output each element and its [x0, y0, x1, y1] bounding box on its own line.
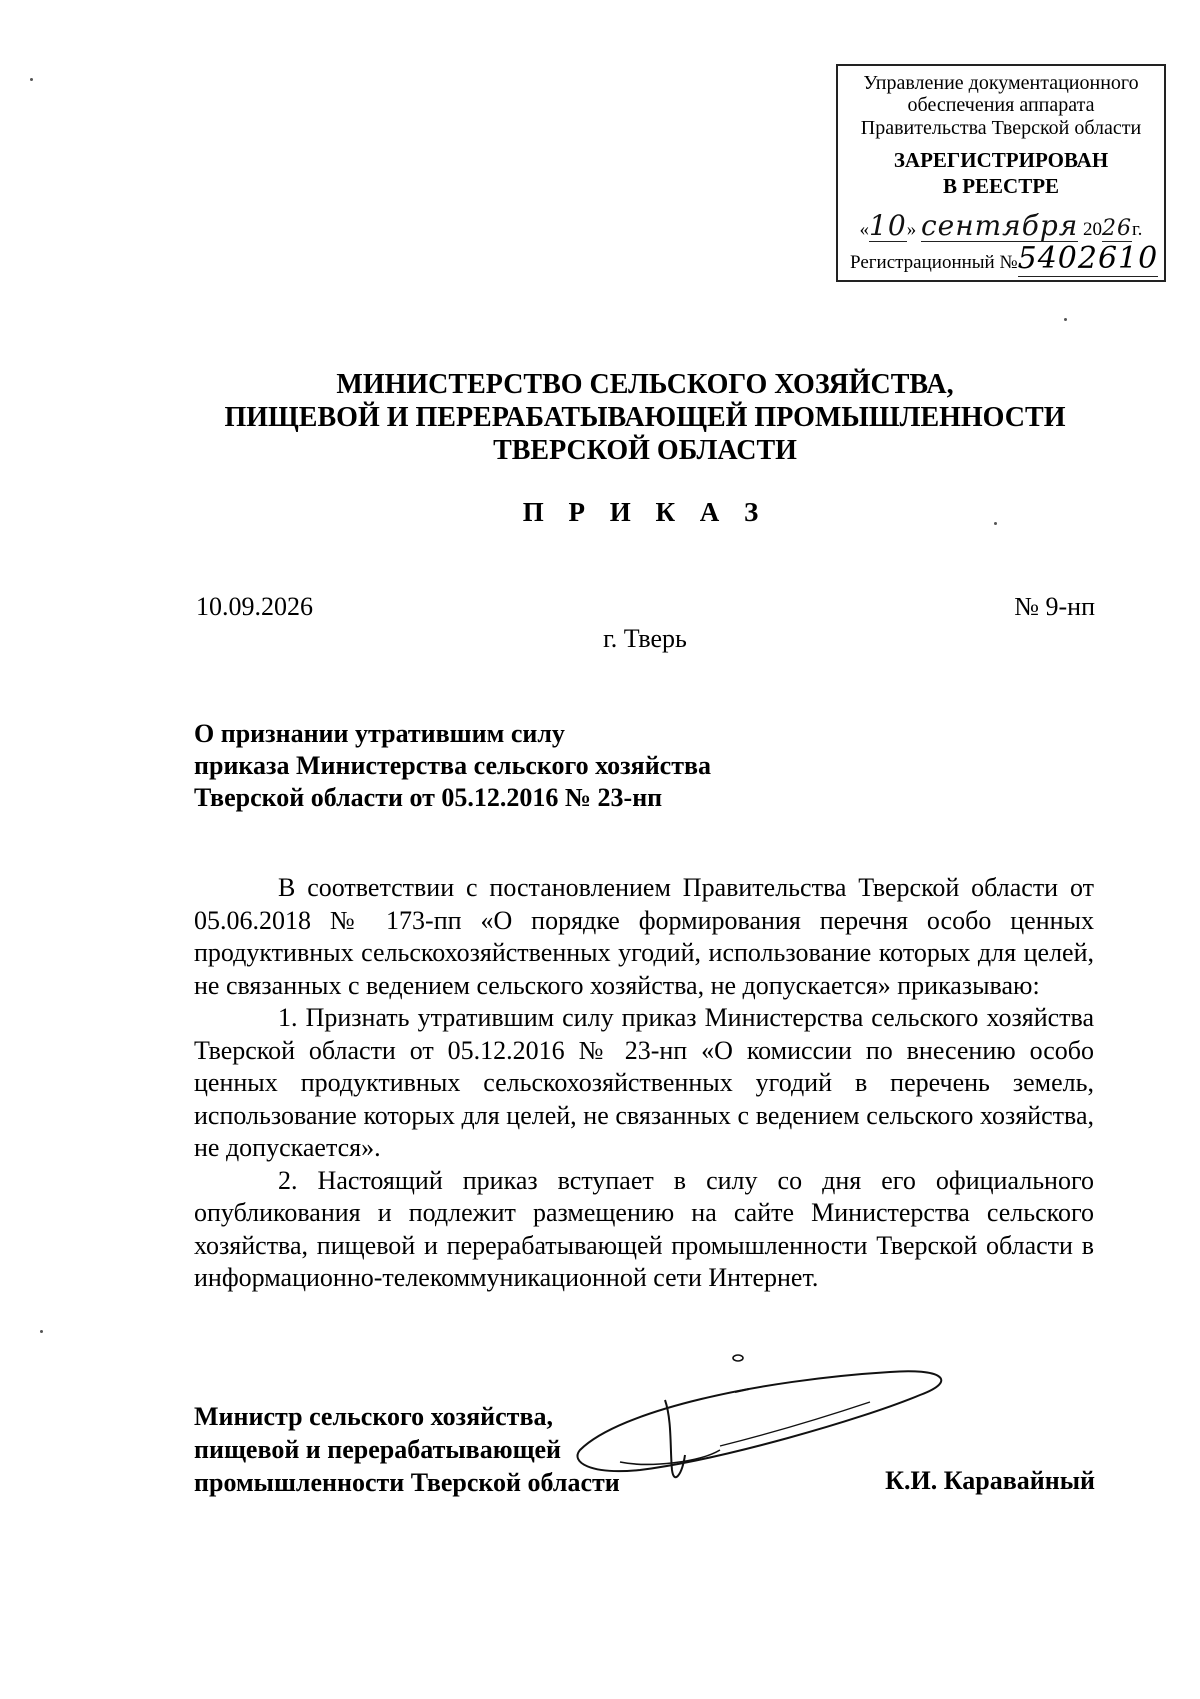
subject-line: Тверской области от 05.12.2016 № 23-нп: [194, 783, 663, 812]
document-subject: [194, 718, 711, 814]
stamp-date: «10» сентября 2026г.: [859, 208, 1143, 242]
stamp-dept-line: Правительства Тверской области: [860, 116, 1142, 139]
stamp-year-prefix: 20: [1083, 218, 1103, 240]
scan-speck: [994, 522, 997, 525]
stamp-regno-label: Регистрационный №: [850, 251, 1018, 273]
scan-speck: [1064, 318, 1067, 321]
stamp-year-suffix: 26: [1102, 215, 1133, 241]
stamp-regno: [838, 242, 1164, 276]
body-paragraph-item-1: 1. Признать утратившим силу приказ Министерства сельского хозяйства Тверской области от 05.12.2016 № 23-нп «О комиссии по внесению особо ценных продуктивных сельскохозяйственных угодий в перечень земель, использование которых для целей, не связанных с ведением сельского хозяйства, не допускается».: [194, 1003, 1094, 1162]
scan-speck: [40, 1330, 43, 1333]
body-paragraph-preamble: В соответствии с постановлением Правительства Тверской области от 05.06.2018 № 173-пп «О порядке формирования перечня особо ценных продуктивных сельскохозяйственных угодий, использование которых для целей, не связанных с ведением сельского хозяйства, не допускается» приказываю:: [194, 873, 1094, 1000]
stamp-dept-line: Управление документационного: [863, 72, 1139, 94]
header-line: ТВЕРСКОЙ ОБЛАСТИ: [493, 435, 797, 466]
stamp-dept-line: обеспечения аппарата: [907, 94, 1095, 117]
stamp-registered-line: В РЕЕСТРЕ: [942, 174, 1060, 199]
signer-line: пищевой и перерабатывающей: [194, 1435, 562, 1464]
document-city: г. Тверь: [603, 624, 687, 653]
signer-title: [194, 1400, 620, 1499]
header-line: ПИЩЕВОЙ И ПЕРЕРАБАТЫВАЮЩЕЙ ПРОМЫШЛЕННОСТИ: [224, 402, 1066, 433]
body-paragraph-item-2: 2. Настоящий приказ вступает в силу со дня его официального опубликования и подлежит размещению на сайте Министерства сельского хозяйства, пищевой и перерабатывающей промышленности Тверской области в информационно-телекоммуникационной сети Интернет.: [194, 1165, 1094, 1292]
stamp-day: 10: [869, 208, 907, 242]
subject-line: О признании утратившим силу: [194, 719, 565, 748]
registration-stamp: [836, 64, 1166, 282]
handwritten-signature: [560, 1350, 980, 1500]
signer-name: К.И. Каравайный: [885, 1466, 1095, 1495]
subject-line: приказа Министерства сельского хозяйства: [194, 751, 712, 780]
document-title: П Р И К А З: [522, 497, 768, 527]
ministry-header: [0, 368, 1200, 467]
signer-line: Министр сельского хозяйства,: [194, 1402, 553, 1431]
stamp-registered: [838, 147, 1164, 200]
signer-line: промышленности Тверской области: [194, 1468, 620, 1497]
stamp-registered-line: ЗАРЕГИСТРИРОВАН: [893, 148, 1109, 173]
document-date: 10.09.2026: [196, 592, 313, 621]
document-body: [194, 872, 1094, 1295]
document-number: № 9-нп: [1014, 592, 1095, 621]
header-line: МИНИСТЕРСТВО СЕЛЬСКОГО ХОЗЯЙСТВА,: [336, 369, 954, 400]
scan-speck: [30, 78, 33, 81]
stamp-year-unit: г.: [1132, 218, 1143, 240]
stamp-month: сентября: [920, 208, 1079, 242]
stamp-regno-value: 5402610: [1017, 240, 1159, 276]
stamp-department: [838, 72, 1164, 139]
